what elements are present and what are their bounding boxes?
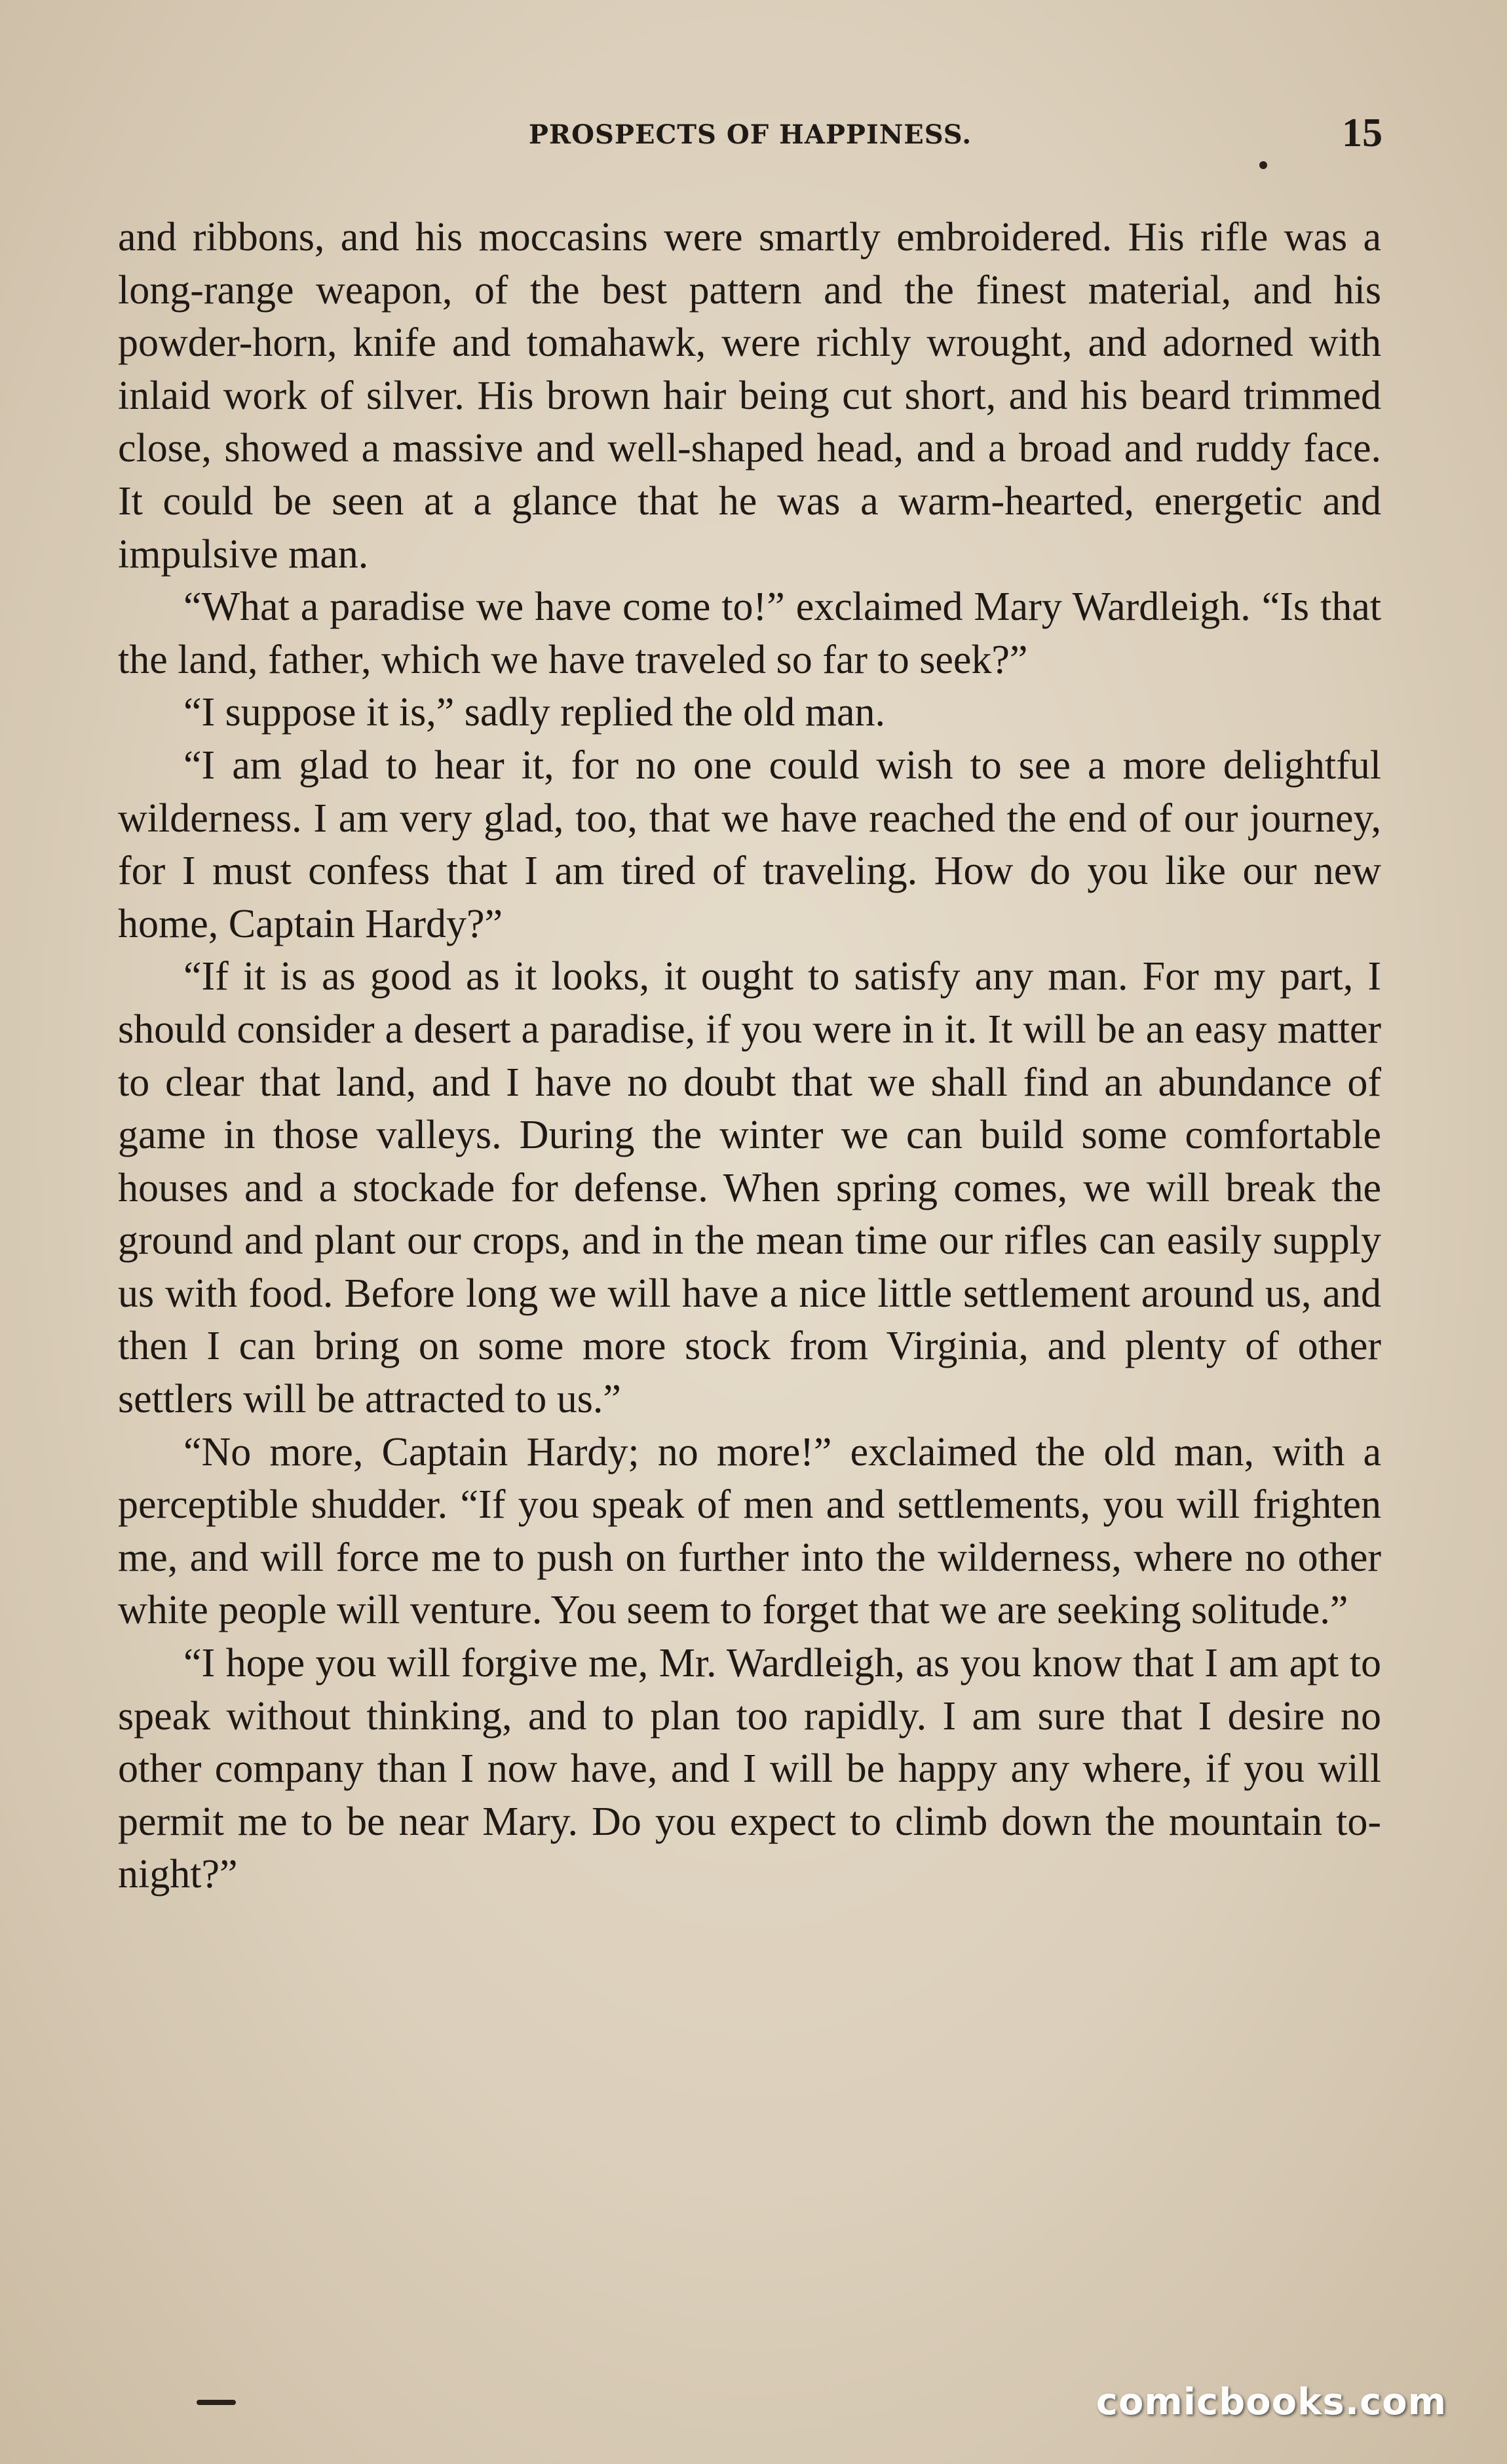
paragraph: “No more, Captain Hardy; no more!” exclaimed the old man, with a perceptible shudder. “If you speak of men and settlements, you will frighten me, and will force me to push on further into the wilderness, where no other white people will venture. You seem to forget that we are seeking solitude.” bbox=[118, 1429, 1381, 1633]
paragraph: and ribbons, and his moccasins were smartly embroidered. His rifle was a long-range weapon, of the best pattern and the finest material, and his powder-horn, knife and tomahawk, were richly wrought, and adorned with inlaid work of silver. His brown hair being cut short, and his beard trimmed close, showed a massive and well-shaped head, and a broad and ruddy face. It could be seen at a glance that he was a warm-hearted, energetic and impulsive man. bbox=[118, 215, 1381, 577]
running-head-title: PROSPECTS OF HAPPINESS. bbox=[528, 119, 972, 150]
paragraph: “I am glad to hear it, for no one could wish to see a more delightful wilderness. I am very glad, too, that we have reached the end of our journey, for I must confess that I am tired of traveling. How do you like our new home, Captain Hardy?” bbox=[118, 742, 1381, 946]
body-text bbox=[118, 211, 1381, 1901]
paragraph: “I hope you will forgive me, Mr. Wardleigh, as you know that I am apt to speak without thinking, and to plan too rapidly. I am sure that I desire no other company than I now have, and I will be happy any where, if you will permit me to be near Mary. Do you expect to climb down the mountain to-night?” bbox=[118, 1641, 1381, 1897]
watermark: comicbooks.com bbox=[1096, 2381, 1447, 2423]
paragraph: “I suppose it is,” sadly replied the old man. bbox=[183, 690, 885, 735]
paragraph: “What a paradise we have come to!” exclaimed Mary Wardleigh. “Is that the land, father, which we have traveled so far to seek?” bbox=[118, 585, 1381, 682]
paragraph: “If it is as good as it looks, it ought to satisfy any man. For my part, I should consider a desert a paradise, if you were in it. It will be an easy matter to clear that land, and I have no doubt that we shall find an abundance of game in those valleys. During the winter we can build some comfortable houses and a stockade for defense. When spring comes, we will break the ground and plant our crops, and in the mean time our rifles can easily supply us with food. Before long we will have a nice little settlement around us, and then I can bring on some more stock from Virginia, and plenty of other settlers will be attracted to us.” bbox=[118, 954, 1381, 1422]
ink-speck bbox=[197, 2400, 236, 2405]
ink-speck bbox=[1259, 161, 1267, 169]
running-head bbox=[118, 110, 1383, 163]
page-number: 15 bbox=[1342, 111, 1383, 155]
